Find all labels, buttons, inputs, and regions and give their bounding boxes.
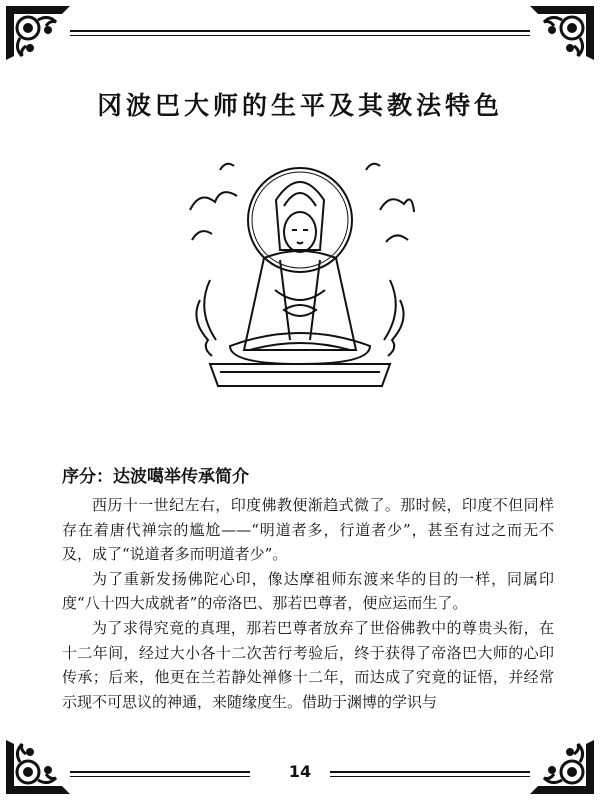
bottom-border-rule-left: [70, 771, 250, 773]
top-border-rule: [70, 30, 530, 32]
seated-master-illustration: [180, 150, 420, 390]
corner-ornament-icon: [2, 2, 74, 64]
section-heading: 序分：达波噶举传承简介: [62, 467, 249, 487]
bottom-border-rule-right-thin: [330, 776, 530, 777]
paragraph: 西历十一世纪左右，印度佛教便渐趋式微了。那时候，印度不但同样存在着唐代禅宗的尴尬——“明道者多，行道者少”，甚至有过之而无不及，成了“说道者多而明道者少”。: [62, 496, 554, 564]
body-text: [62, 493, 554, 714]
page-number: 14: [288, 762, 312, 781]
paragraph: 为了重新发扬佛陀心印，像达摩祖师东渡来华的目的一样，同属印度“八十四大成就者”的帝洛巴、那若巴尊者，便应运而生了。: [62, 569, 554, 613]
corner-ornament-icon: [2, 736, 74, 798]
top-border-rule-thin: [70, 35, 530, 36]
page-title: 冈波巴大师的生平及其教法特色: [96, 91, 503, 120]
paragraph: 为了求得究竟的真理，那若巴尊者放弃了世俗佛教中的尊贵头衔，在十二年间，经过大小各十二次苦行考验后，终于获得了帝洛巴大师的心印传承；后来，他更在兰若静处禅修十二年，而达成了究竟的证悟，并经常示现不可思议的神通，来随缘度生。借助于渊博的学识与: [62, 618, 554, 711]
corner-ornament-icon: [526, 736, 598, 798]
bottom-border-rule-right: [330, 771, 530, 773]
bottom-border-rule-left-thin: [70, 776, 250, 777]
corner-ornament-icon: [526, 2, 598, 64]
